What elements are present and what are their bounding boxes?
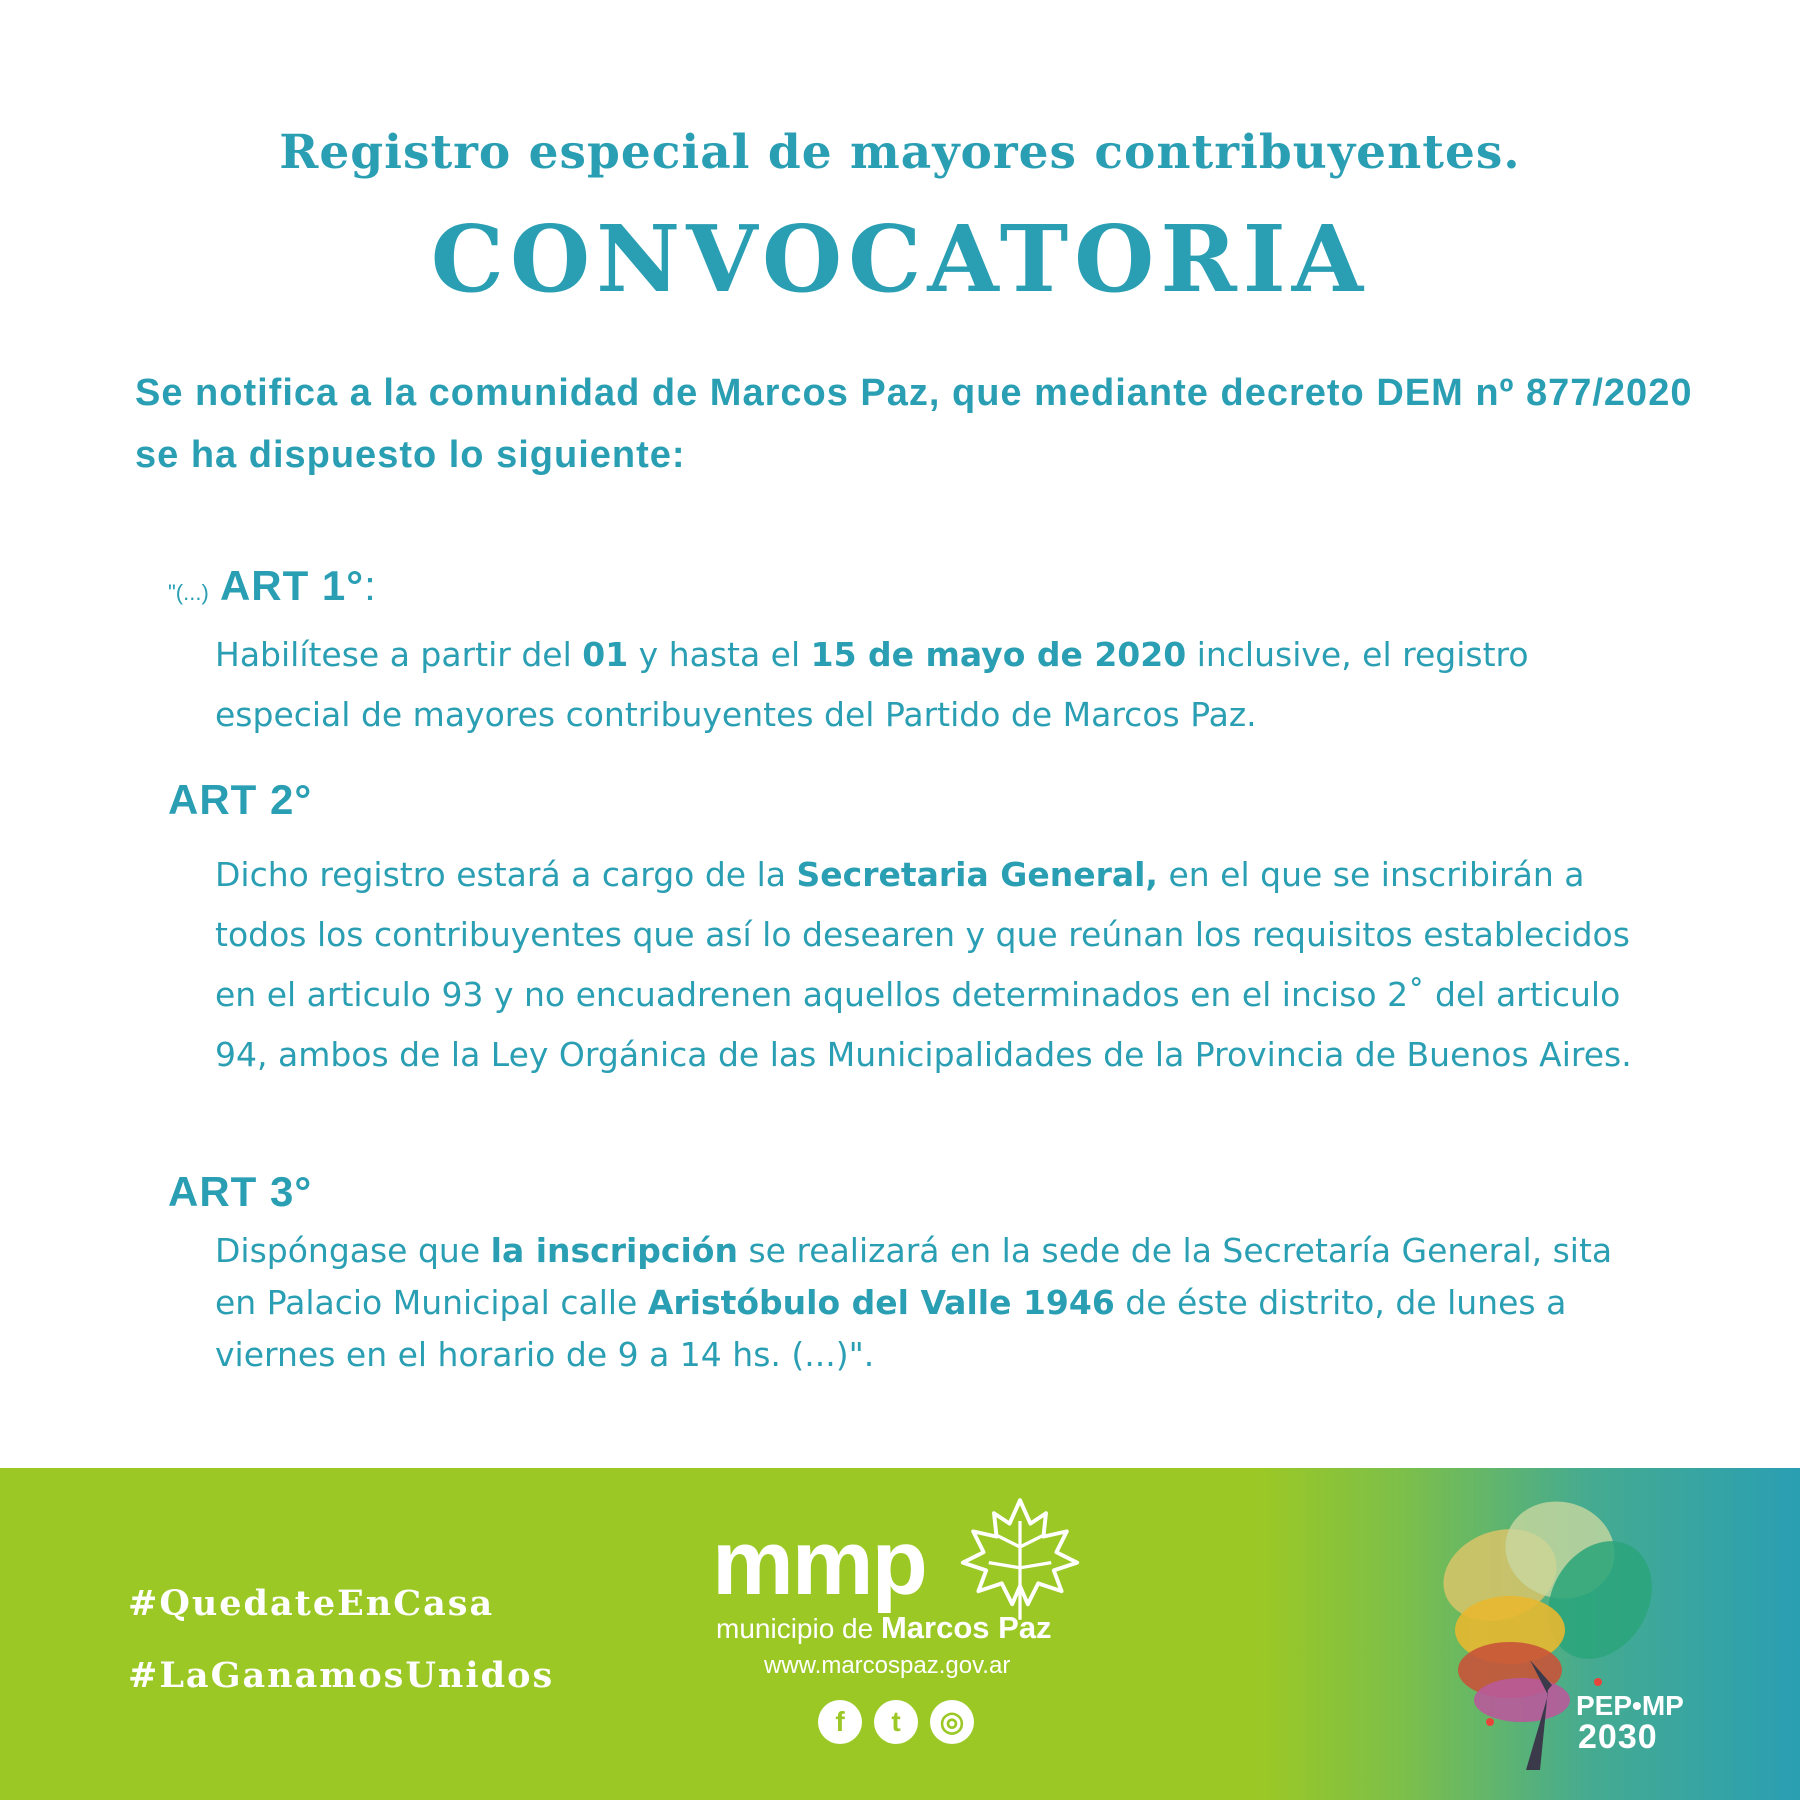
article-1-title: ART 1°: [219, 562, 365, 609]
article-2-body: [215, 845, 1635, 1085]
article-3-text-run: Aristóbulo del Valle 1946: [647, 1283, 1115, 1322]
article-2-heading: ART 2°: [168, 776, 313, 823]
instagram-icon[interactable]: [930, 1700, 974, 1744]
instagram-glyph: ◎: [939, 1706, 965, 1737]
twitter-glyph: t: [891, 1706, 901, 1737]
page-title: CONVOCATORIA: [430, 205, 1370, 313]
hashtag-la-ganamos-unidos: #LaGanamosUnidos: [128, 1655, 555, 1696]
article-1-colon: :: [364, 562, 377, 609]
twitter-icon[interactable]: [874, 1700, 918, 1744]
municipio-name: [716, 1610, 1052, 1646]
article-1-text-run: 15 de mayo de 2020: [810, 635, 1187, 674]
facebook-icon[interactable]: [818, 1700, 862, 1744]
article-3-text-run: Dispóngase que: [215, 1231, 491, 1270]
pep-mp-year: 2030: [1578, 1718, 1658, 1756]
municipio-city: Marcos Paz: [880, 1610, 1052, 1645]
article-2-text-run: en el que se inscribirán a todos los contribuyentes que así lo desearen y que reúnan los requisitos establecidos en el articulo 93 y no encuadrenen aquellos determinados en el inciso 2˚ del articulo 94, ambos de la Ley Orgánica de las Municipalidades de la Provincia de Buenos Aires.: [215, 855, 1632, 1074]
leaf-logo-icon: [955, 1495, 1085, 1625]
article-3-text-run: de éste distrito, de lunes a viernes en el horario de 9 a 14 hs. (...)".: [215, 1283, 1567, 1374]
facebook-glyph: f: [835, 1706, 845, 1737]
article-3-text-run: se realizará en la sede de la Secretaría General, sita en Palacio Municipal calle: [215, 1231, 1613, 1322]
article-3-body: [215, 1225, 1635, 1381]
article-1-prefix: "(...): [168, 580, 209, 605]
page-subtitle: Registro especial de mayores contribuyentes.: [279, 125, 1521, 180]
website-link[interactable]: www.marcospaz.gov.ar: [764, 1652, 1011, 1679]
article-1-text-run: y hasta el: [628, 635, 811, 674]
pep-mp-label: PEP•MP: [1576, 1690, 1684, 1721]
article-1-text-run: inclusive, el registro especial de mayores contribuyentes del Partido de Marcos Paz.: [215, 635, 1529, 734]
article-1-text-run: Habilítese a partir del: [215, 635, 583, 674]
article-3-heading: ART 3°: [168, 1168, 313, 1215]
article-1-heading: [168, 562, 377, 610]
hashtag-quedate-en-casa: #QuedateEnCasa: [128, 1583, 495, 1624]
article-3-text-run: la inscripción: [490, 1231, 738, 1270]
intro-paragraph: Se notifica a la comunidad de Marcos Paz, que mediante decreto DEM nº 877/2020 se ha dispuesto lo siguiente:: [135, 372, 1693, 476]
mmp-logo-text: mmp: [712, 1512, 926, 1614]
article-1-text-run: 01: [582, 635, 629, 674]
article-2-text-run: Dicho registro estará a cargo de la: [215, 855, 797, 894]
article-2-text-run: Secretaria General,: [796, 855, 1158, 894]
municipio-prefix: municipio de: [716, 1613, 881, 1644]
article-1-body: [215, 625, 1635, 745]
